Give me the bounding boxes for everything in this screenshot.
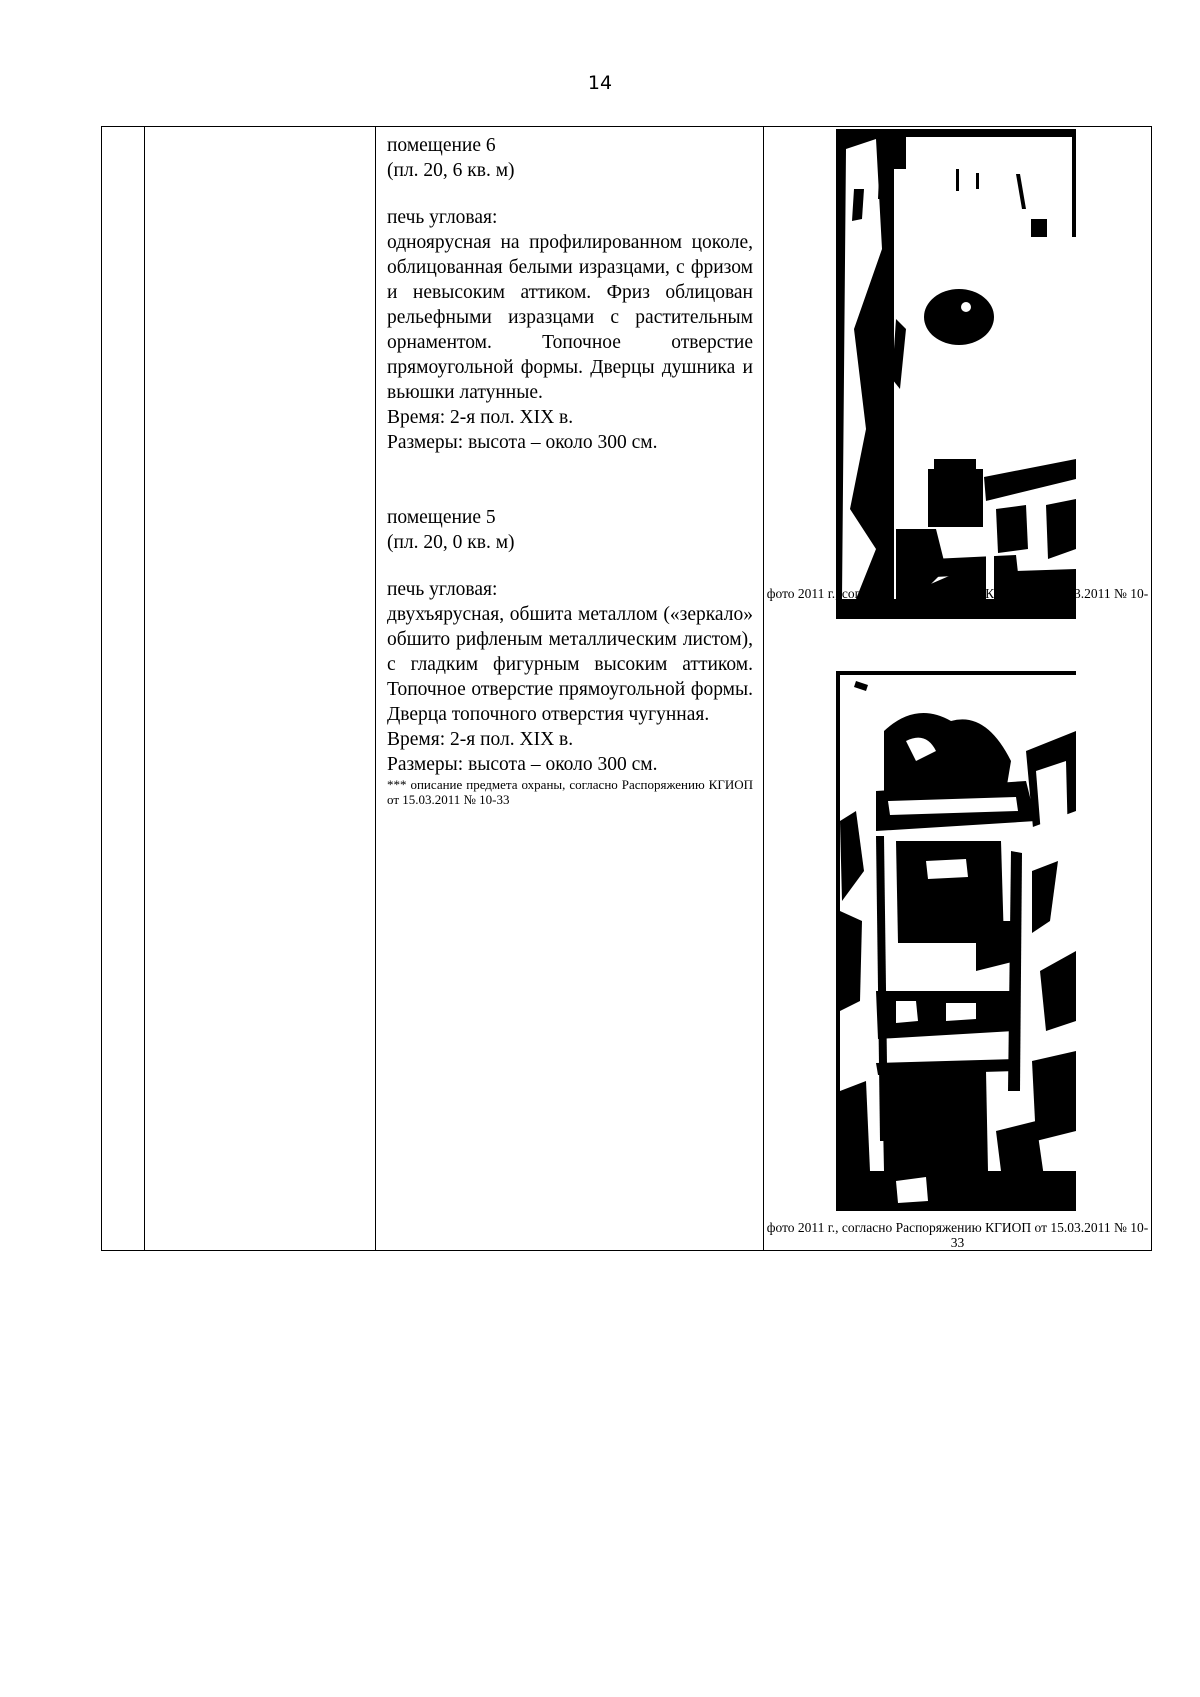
room-5-label: помещение 5 — [387, 507, 496, 528]
stove-photo-room-5 — [836, 671, 1076, 1211]
stove-5-size: Размеры: высота – около 300 см. — [387, 754, 658, 775]
stove-photo-room-6 — [836, 129, 1076, 619]
protected-object-table — [101, 126, 1152, 1251]
room-6-area: (пл. 20, 6 кв. м) — [387, 160, 515, 181]
protection-note: *** описание предмета охраны, согласно Распоряжению КГИОП от 15.03.2011 № 10-33 — [387, 777, 753, 807]
name-cell — [145, 127, 376, 1251]
table-row — [102, 127, 1152, 1251]
description-cell — [376, 127, 764, 1251]
stove-6-title: печь угловая: — [387, 207, 498, 228]
stove-6-description: одноярусная на профилированном цоколе, облицованная белыми изразцами, с фризом и невысоким аттиком. Фриз облицован рельефными изразцами с растительным орнаментом. Топочное отверстие прямоугольной формы. Дверцы душника и вьюшки латунные. — [387, 232, 753, 403]
number-cell — [102, 127, 145, 1251]
photo-cell — [764, 127, 1152, 1251]
page-number: 14 — [587, 72, 613, 94]
photo-2-caption: фото 2011 г., согласно Распоряжению КГИОП от 15.03.2011 № 10-33 — [766, 1220, 1149, 1250]
stove-photo-5-image — [836, 671, 1076, 1211]
stove-6-time: Время: 2-я пол. XIX в. — [387, 407, 574, 428]
room-5-area: (пл. 20, 0 кв. м) — [387, 532, 515, 553]
room-6-label: помещение 6 — [387, 135, 496, 156]
stove-5-time: Время: 2-я пол. XIX в. — [387, 729, 574, 750]
stove-5-description: двухъярусная, обшита металлом («зеркало» обшито рифленым металлическим листом), с гладким фигурным высоким аттиком. Топочное отверстие прямоугольной формы. Дверца топочного отверстия чугунная. — [387, 604, 753, 725]
stove-photo-6-image — [836, 129, 1076, 619]
stove-5-title: печь угловая: — [387, 579, 498, 600]
photo-1-caption: фото 2011 г., согласно Распоряжению КГИОП от 15.03.2011 № 10-33 — [766, 586, 1149, 616]
stove-6-size: Размеры: высота – около 300 см. — [387, 432, 658, 453]
